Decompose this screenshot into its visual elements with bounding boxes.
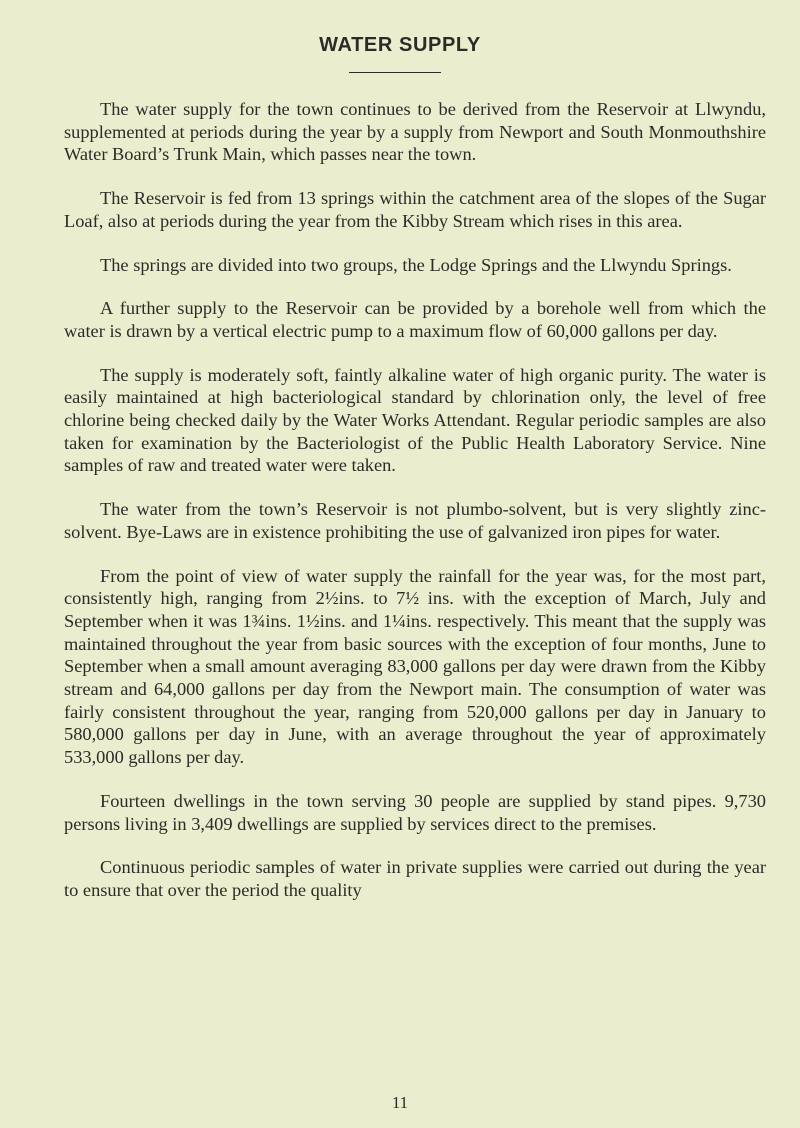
paragraph-private-supplies: Continuous periodic samples of water in private supplies were carried out during the year to ensure that over the period the quality [64,857,766,900]
paragraph-solvency: The water from the town’s Reservoir is not plumbo-solvent, but is very slightly zinc-solvent. Bye-Laws are in existence prohibiting the use of galvanized iron pipes for water. [64,499,766,542]
paragraph-springs-feed: The Reservoir is fed from 13 springs within the catchment area of the slopes of the Sugar Loaf, also at periods during the year from the Kibby Stream which rises in this area. [64,188,766,231]
page-title: WATER SUPPLY [319,34,481,56]
paragraph-water-quality: The supply is moderately soft, faintly alkaline water of high organic purity. The water is easily maintained at high bacteriological standard by chlorination only, the level of free chlorine being checked daily by the Water Works Attendant. Regular periodic samples are also taken for examination by the Bacteriologist of the Public Health Laboratory Service. Nine samples of raw and treated water were taken. [64,364,766,476]
paragraph-spring-groups: The springs are divided into two groups, the Lodge Springs and the Llwyndu Springs. [100,254,732,275]
paragraph-reservoir-source: The water supply for the town continues to be derived from the Reservoir at Llwyndu, supplemented at periods during the year by a supply from Newport and South Monmouthshire Water Board’s Trunk Main, which passes near the town. [64,99,766,165]
paragraph-borehole: A further supply to the Reservoir can be provided by a borehole well from which the water is drawn by a vertical electric pump to a maximum flow of 60,000 gallons per day. [64,298,766,341]
title-underline [349,72,441,73]
body-text [64,98,766,902]
paragraph-stand-pipes: Fourteen dwellings in the town serving 30 people are supplied by stand pipes. 9,730 persons living in 3,409 dwellings are supplied by services direct to the premises. [64,790,766,834]
paragraph-rainfall-consumption: From the point of view of water supply the rainfall for the year was, for the most part, consistently high, ranging from 2½ins. to 7½ ins. with the exception of March, July and September when it was 1¾ins. 1½ins. and 1¼ins. respectively. This meant that the supply was maintained throughout the year from basic sources with the exception of four months, June to September when a small amount averaging 83,000 gallons per day were drawn from the Kibby stream and 64,000 gallons per day from the Newport main. The consumption of water was fairly consistent throughout the year, ranging from 520,000 gallons per day in January to 580,000 gallons per day in June, with an average throughout the year of approximately 533,000 gallons per day. [64,565,766,768]
page-number: 11 [391,1093,409,1112]
